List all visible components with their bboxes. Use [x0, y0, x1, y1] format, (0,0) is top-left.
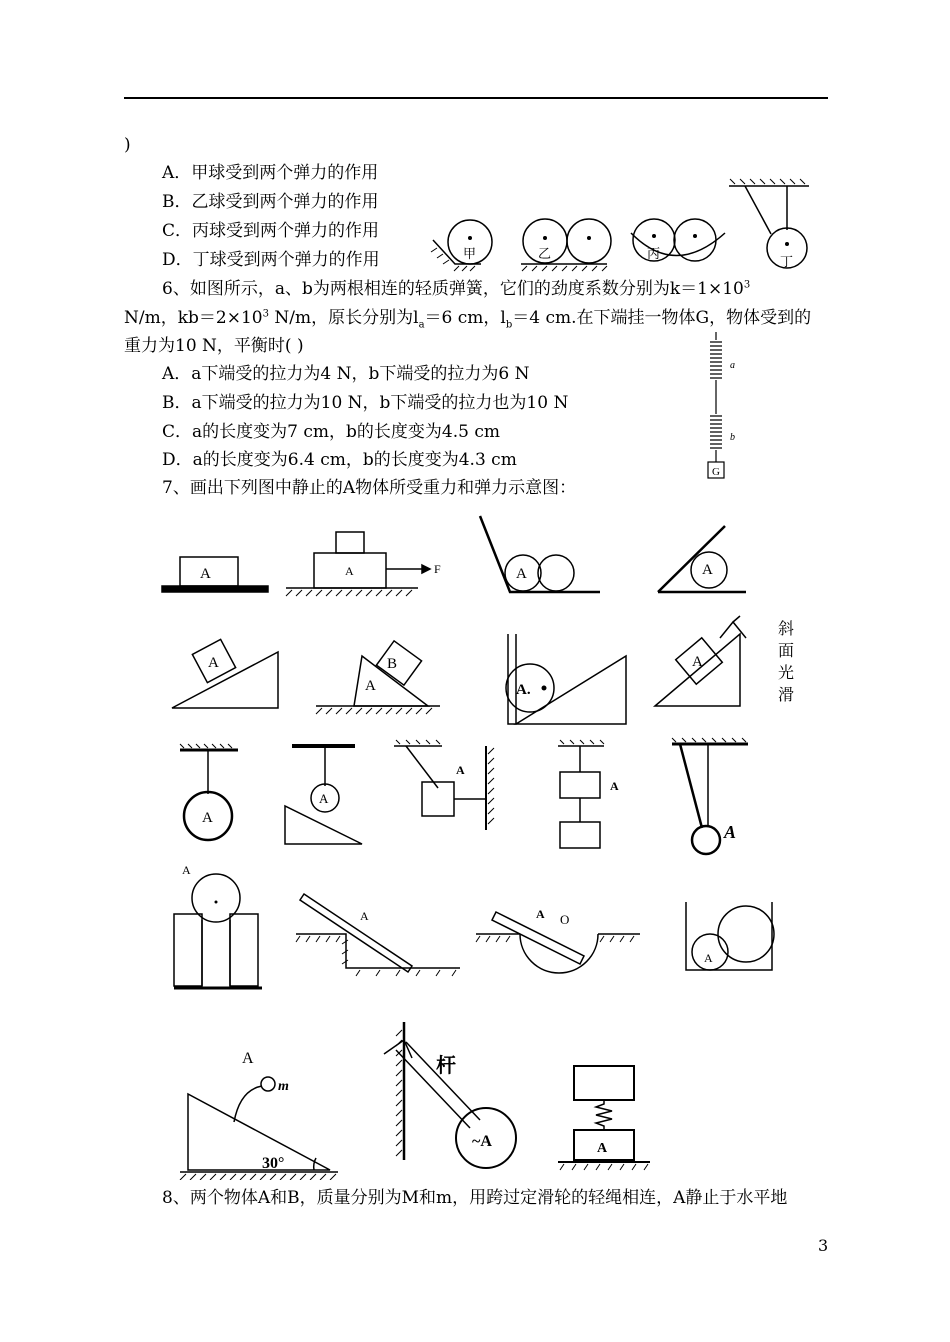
- fig4-label-a: A: [702, 562, 713, 578]
- label-ding: 丁: [780, 254, 794, 269]
- q5-option-b: B．乙球受到两个弹力的作用: [162, 192, 379, 212]
- q6-spring-figure: [690, 330, 750, 482]
- fig7-label-a: A.: [516, 682, 531, 698]
- spring-b-label: b: [730, 432, 735, 443]
- q8-text: 8、两个物体A和B，质量分别为M和m，用跨过定滑轮的轻绳相连，A静止于水平地: [162, 1188, 788, 1208]
- q6-option-b: B．a下端受的拉力为10 N，b下端受的拉力也为10 N: [162, 393, 569, 413]
- fig20-label-a: A: [597, 1141, 608, 1156]
- mass-m-label: m: [278, 1079, 289, 1094]
- label-jia: 甲: [463, 246, 477, 261]
- fig12-label-a: A: [610, 779, 619, 793]
- label-bing: 丙: [647, 246, 661, 261]
- fig17-label-a: A: [704, 951, 713, 965]
- fig18-label-a: A: [242, 1050, 254, 1067]
- q6-line-3: 重力为10 N，平衡时( ): [124, 336, 304, 356]
- q6-option-d: D．a的长度变为6.4 cm，b的长度变为4.3 cm: [162, 450, 517, 470]
- q5-tail: ): [124, 135, 131, 155]
- fig16-label-o: O: [560, 912, 570, 927]
- q6-line-1: 6、如图所示，a、b为两根相连的轻质弹簧，它们的劲度系数分别为$k=1\times 10^3$: [162, 279, 751, 299]
- q7-title: 7、画出下列图中静止的A物体所受重力和弹力示意图：: [162, 478, 577, 498]
- weight-g-label: G: [712, 466, 720, 478]
- fig14-label-a: A: [182, 863, 191, 877]
- q6-option-c: C．a的长度变为7 cm，b的长度变为4.5 cm: [162, 422, 500, 442]
- fig10-label-a: A: [319, 791, 329, 806]
- fig2-label-a: A: [345, 564, 354, 578]
- label-yi: 乙: [538, 246, 552, 261]
- spring-a-label: a: [730, 360, 735, 371]
- fig19-label-a: ~A: [472, 1133, 492, 1150]
- q6-line-2: N/m，$kb=2\times 10^3$ N/m，原长分别为$l_a=6$ cm，$l_b=4$ cm.在下端挂一物体G，物体受到的: [124, 308, 812, 331]
- smooth-char-1: 斜: [778, 621, 795, 638]
- page-number: 3: [818, 1236, 829, 1255]
- q6-option-a: A．a下端受的拉力为4 N，b下端受的拉力为6 N: [162, 364, 530, 384]
- fig15-label-a: A: [360, 909, 369, 923]
- fig6-label-a: A: [365, 678, 376, 694]
- force-f-label: F: [434, 562, 441, 576]
- fig1-label-a: A: [200, 566, 211, 582]
- q7-figures: [150, 510, 820, 1180]
- fig16-label-a: A: [536, 907, 545, 921]
- fig8-label-a: A: [692, 654, 703, 670]
- fig3-label-a: A: [516, 566, 527, 582]
- fig6-label-b: B: [387, 656, 398, 672]
- q5-option-c: C．丙球受到两个弹力的作用: [162, 221, 380, 241]
- fig5-label-a: A: [208, 655, 219, 671]
- header-rule: [124, 97, 828, 99]
- q5-option-d: D．丁球受到两个弹力的作用: [162, 250, 380, 270]
- smooth-char-3: 光: [778, 665, 795, 682]
- angle-label: 30°: [262, 1155, 285, 1172]
- fig11-label-a: A: [456, 763, 465, 777]
- fig13-label-a: A: [724, 822, 737, 842]
- rod-label: 杆: [436, 1055, 456, 1077]
- fig9-label-a: A: [202, 810, 213, 826]
- smooth-char-2: 面: [778, 643, 795, 660]
- smooth-char-4: 滑: [778, 687, 795, 704]
- q5-ball-figure: [425, 178, 825, 274]
- q5-option-a: A．甲球受到两个弹力的作用: [162, 163, 379, 183]
